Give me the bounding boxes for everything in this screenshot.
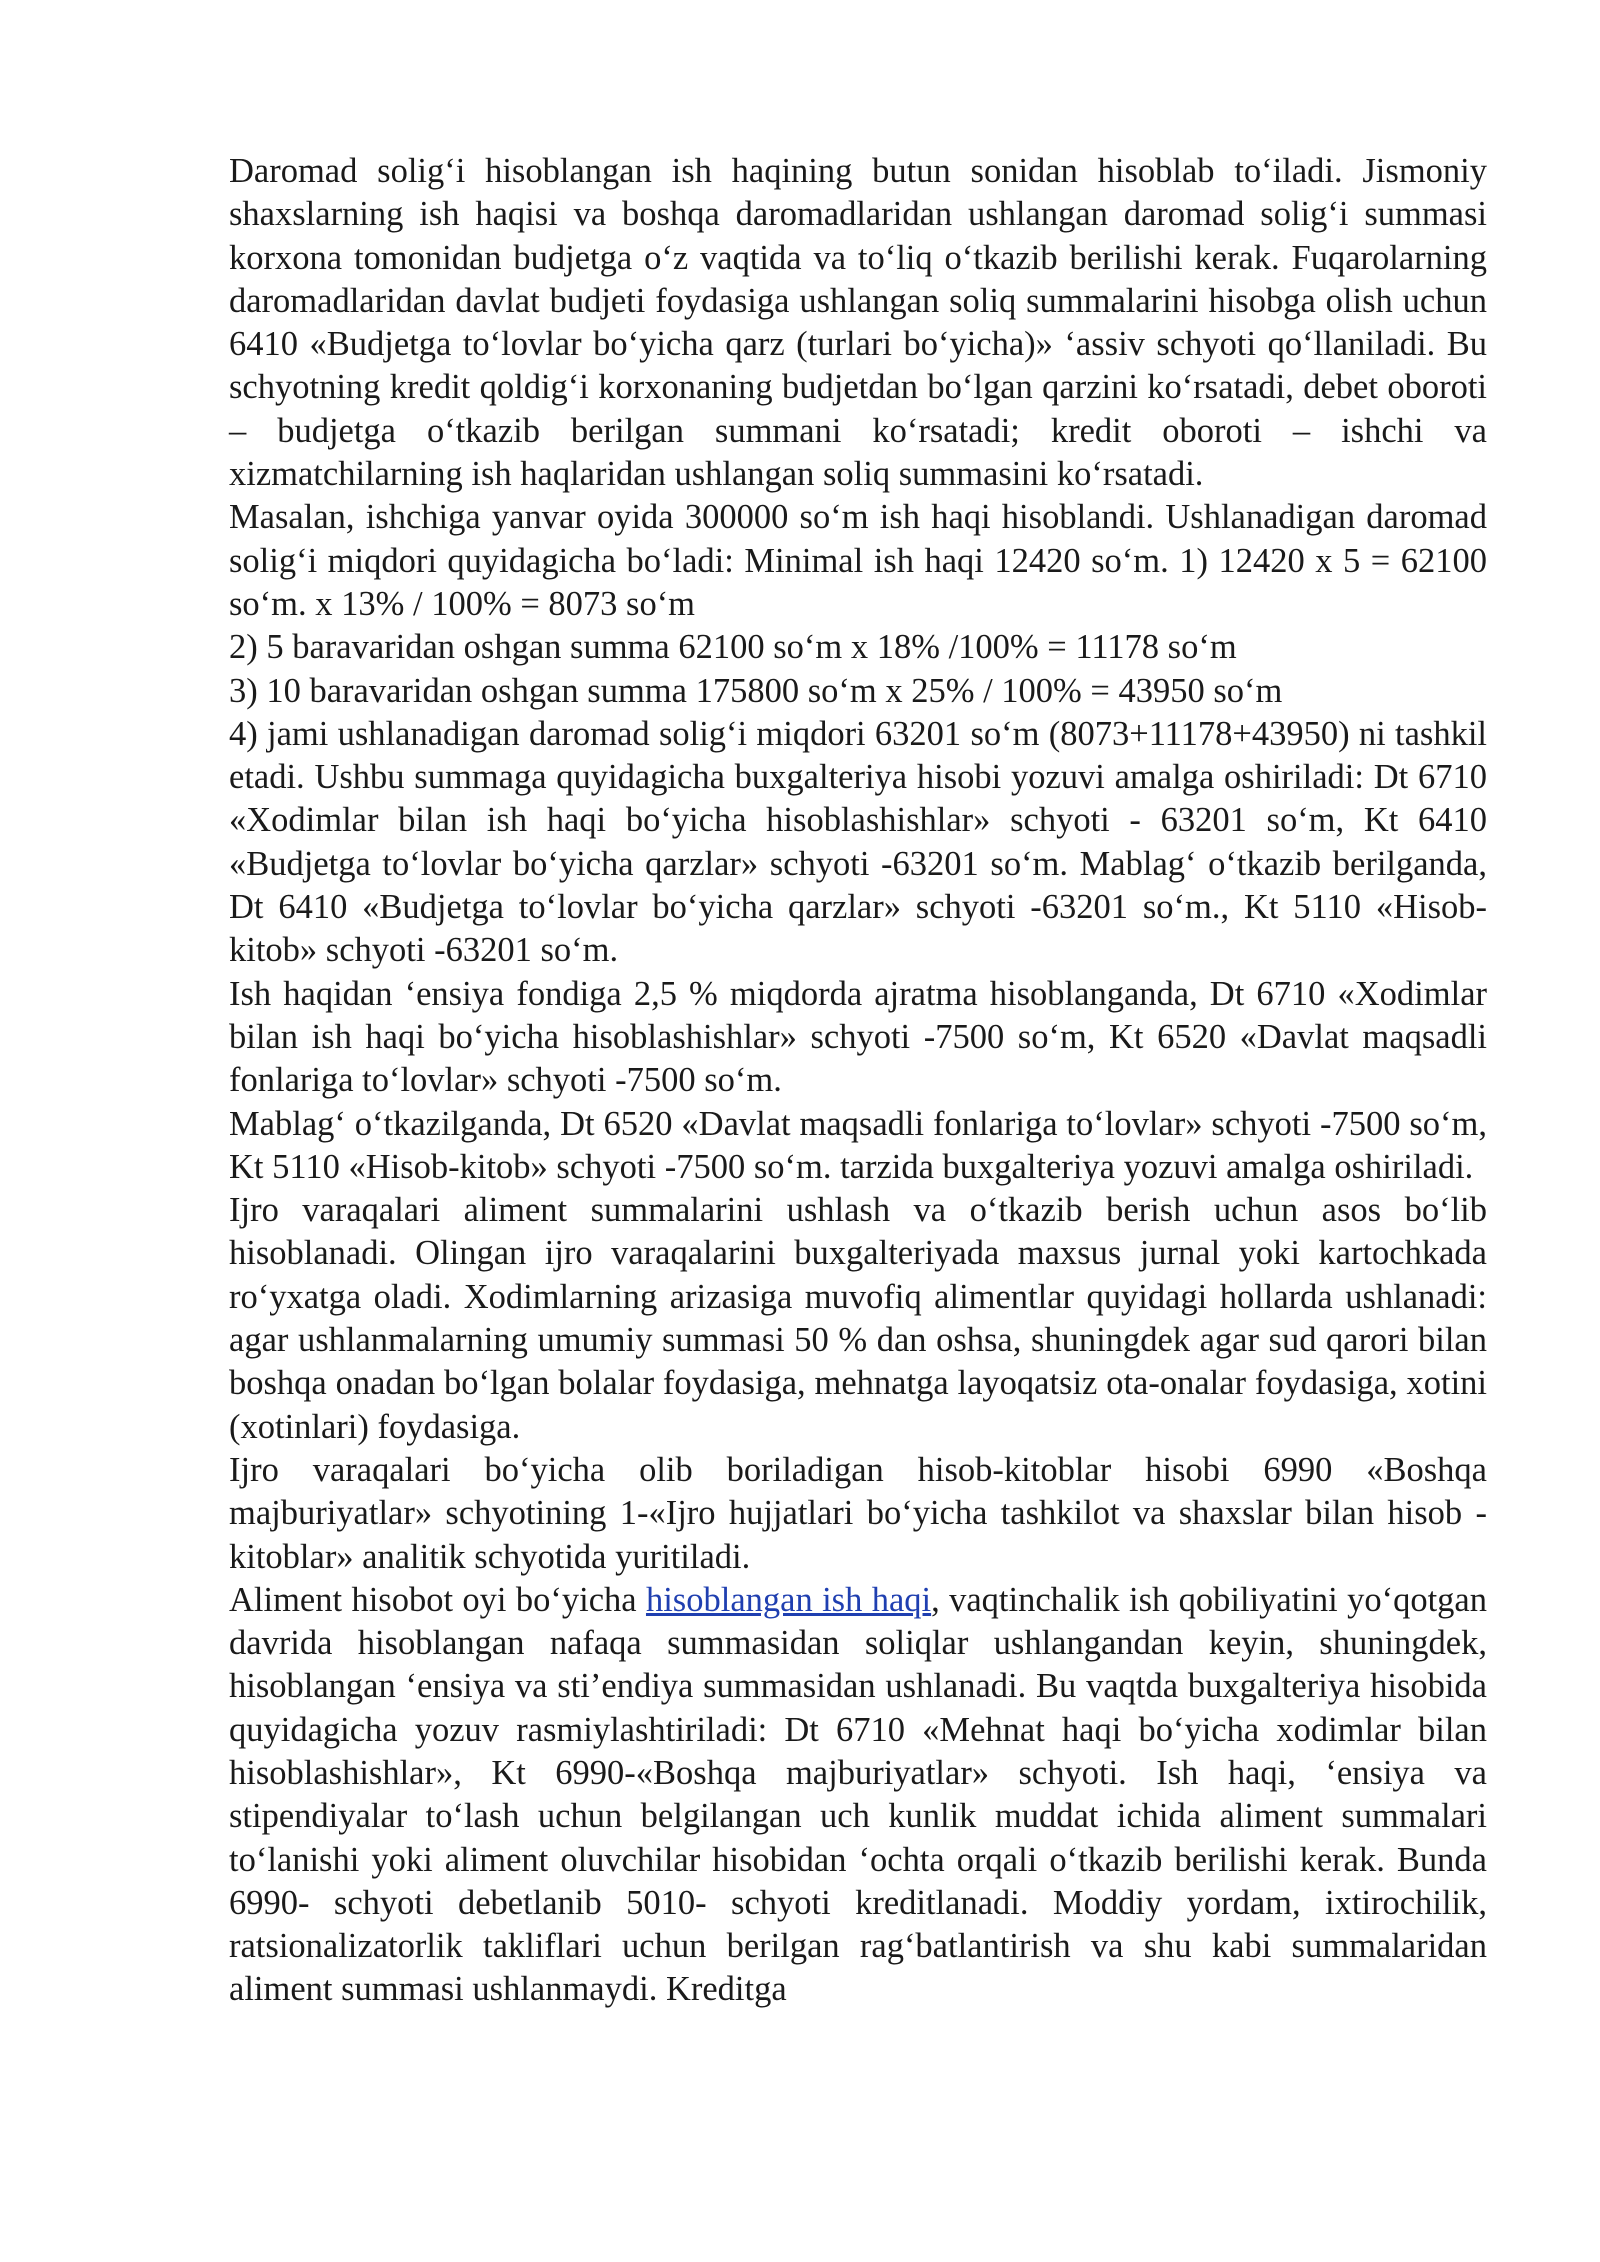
paragraph-step-4: 4) jami ushlanadigan daromad solig‘i miqdori 63201 so‘m (8073+11178+43950) ni tashkil etadi. Ushbu summaga quyidagicha buxgalteriya hisobi yozuvi amalga oshiriladi: Dt 6710 «Xodimlar bilan ish haqi bo‘yicha hisoblashishlar» schyoti - 63201 so‘m, Kt 6410 «Budjetga to‘lovlar bo‘yicha qarzlar» schyoti -63201 so‘m. Mablag‘ o‘tkazib berilganda, Dt 6410 «Budjetga to‘lovlar bo‘yicha qarzlar» schyoti -63201 so‘m., Kt 5110 «Hisob-kitob» schyoti -63201 so‘m. xyxy=(229,714,1487,970)
accrued-wage-link[interactable]: hisoblangan ish haqi xyxy=(645,1580,932,1619)
document-page xyxy=(229,150,1487,2012)
paragraph-step-2: 2) 5 baravaridan oshgan summa 62100 so‘m x 18% /100% = 11178 so‘m xyxy=(229,628,1237,667)
paragraph-income-tax: Daromad solig‘i hisoblangan ish haqining butun sonidan hisoblab to‘iladi. Jismoniy shaxslarning ish haqisi va boshqa daromadlaridan ushlangan daromad solig‘i summasi korxona tomonidan budjetga o‘z vaqtida va to‘liq o‘tkazib berilishi kerak. Fuqarolarning daromadlaridan davlat budjeti foydasiga ushlangan soliq summalarini hisobga olish uchun 6410 «Budjetga to‘lovlar bo‘yicha qarz (turlari bo‘yicha)» ‘assiv schyoti qo‘llaniladi. Bu schyotning kredit qoldig‘i korxonaning budjetdan bo‘lgan qarzini ko‘rsatadi, debet oboroti – budjetga o‘tkazib berilgan summani ko‘rsatadi; kredit oboroti – ishchi va xizmatchilarning ish haqlaridan ushlangan soliq summasini ko‘rsatadi. xyxy=(229,152,1487,494)
paragraph-settlements: Ijro varaqalari bo‘yicha olib boriladigan hisob-kitoblar hisobi 6990 «Boshqa majburiyatlar» schyotining 1-«Ijro hujjatlari bo‘yicha tashkilot va shaxslar bilan hisob - kitoblar» analitik schyotida yuritiladi. xyxy=(229,1450,1487,1576)
paragraph-transfer: Mablag‘ o‘tkazilganda, Dt 6520 «Davlat maqsadli fonlariga to‘lovlar» schyoti -7500 so‘m, Kt 5110 «Hisob-kitob» schyoti -7500 so‘m. tarzida buxgalteriya yozuvi amalga oshiriladi. xyxy=(229,1104,1487,1186)
paragraph-alimony-start: Aliment hisobot oyi bo‘yicha xyxy=(229,1580,646,1619)
paragraph-step-3: 3) 10 baravaridan oshgan summa 175800 so‘m x 25% / 100% = 43950 so‘m xyxy=(229,671,1283,710)
paragraph-example: Masalan, ishchiga yanvar oyida 300000 so‘m ish haqi hisoblandi. Ushlanadigan daromad solig‘i miqdori quyidagicha bo‘ladi: Minimal ish haqi 12420 so‘m. 1) 12420 x 5 = 62100 so‘m. x 13% / 100% = 8073 so‘m xyxy=(229,498,1487,623)
paragraph-writ-of-execution: Ijro varaqalari aliment summalarini ushlash va o‘tkazib berish uchun asos bo‘lib hisoblanadi. Olingan ijro varaqalarini buxgalteriyada maxsus jurnal yoki kartochkada ro‘yxatga oladi. Xodimlarning arizasiga muvofiq alimentlar quyidagi hollarda ushlanadi: agar ushlanmalarning umumiy summasi 50 % dan oshsa, shuningdek agar sud qarori bilan boshqa onadan bo‘lgan bolalar foydasiga, mehnatga layoqatsiz ota-onalar foydasiga, xotini (xotinlari) foydasiga. xyxy=(229,1191,1487,1446)
paragraph-pension-fund: Ish haqidan ‘ensiya fondiga 2,5 % miqdorda ajratma hisoblanganda, Dt 6710 «Xodimlar bilan ish haqi bo‘yicha hisoblashishlar» schyoti -7500 so‘m, Kt 6520 «Davlat maqsadli fonlariga to‘lovlar» schyoti -7500 so‘m. xyxy=(229,974,1487,1100)
paragraph-alimony-rest: , vaqtinchalik ish qobiliyatini yo‘qotgan davrida hisoblangan nafaqa summasidan soliqlar ushlangandan keyin, shuningdek, hisoblangan ‘ensiya va sti’endiya summasidan ushlanadi. Bu vaqtda buxgalteriya hisobida quyidagicha yozuv rasmiylashtiriladi: Dt 6710 «Mehnat haqi bo‘yicha xodimlar bilan hisoblashishlar», Kt 6990-«Boshqa majburiyatlar» schyoti. Ish haqi, ‘ensiya va stipendiyalar to‘lash uchun belgilangan uch kunlik muddat ichida aliment summalari to‘lanishi yoki aliment oluvchilar hisobidan ‘ochta orqali o‘tkazib berilishi kerak. Bunda 6990- schyoti debetlanib 5010- schyoti kreditlanadi. Moddiy yordam, ixtirochilik, ratsionalizatorlik takliflari uchun berilgan rag‘batlantirish va shu kabi summalaridan aliment summasi ushlanmaydi. Kreditga xyxy=(229,1580,1487,2009)
paragraph-alimony xyxy=(229,1579,1487,2012)
